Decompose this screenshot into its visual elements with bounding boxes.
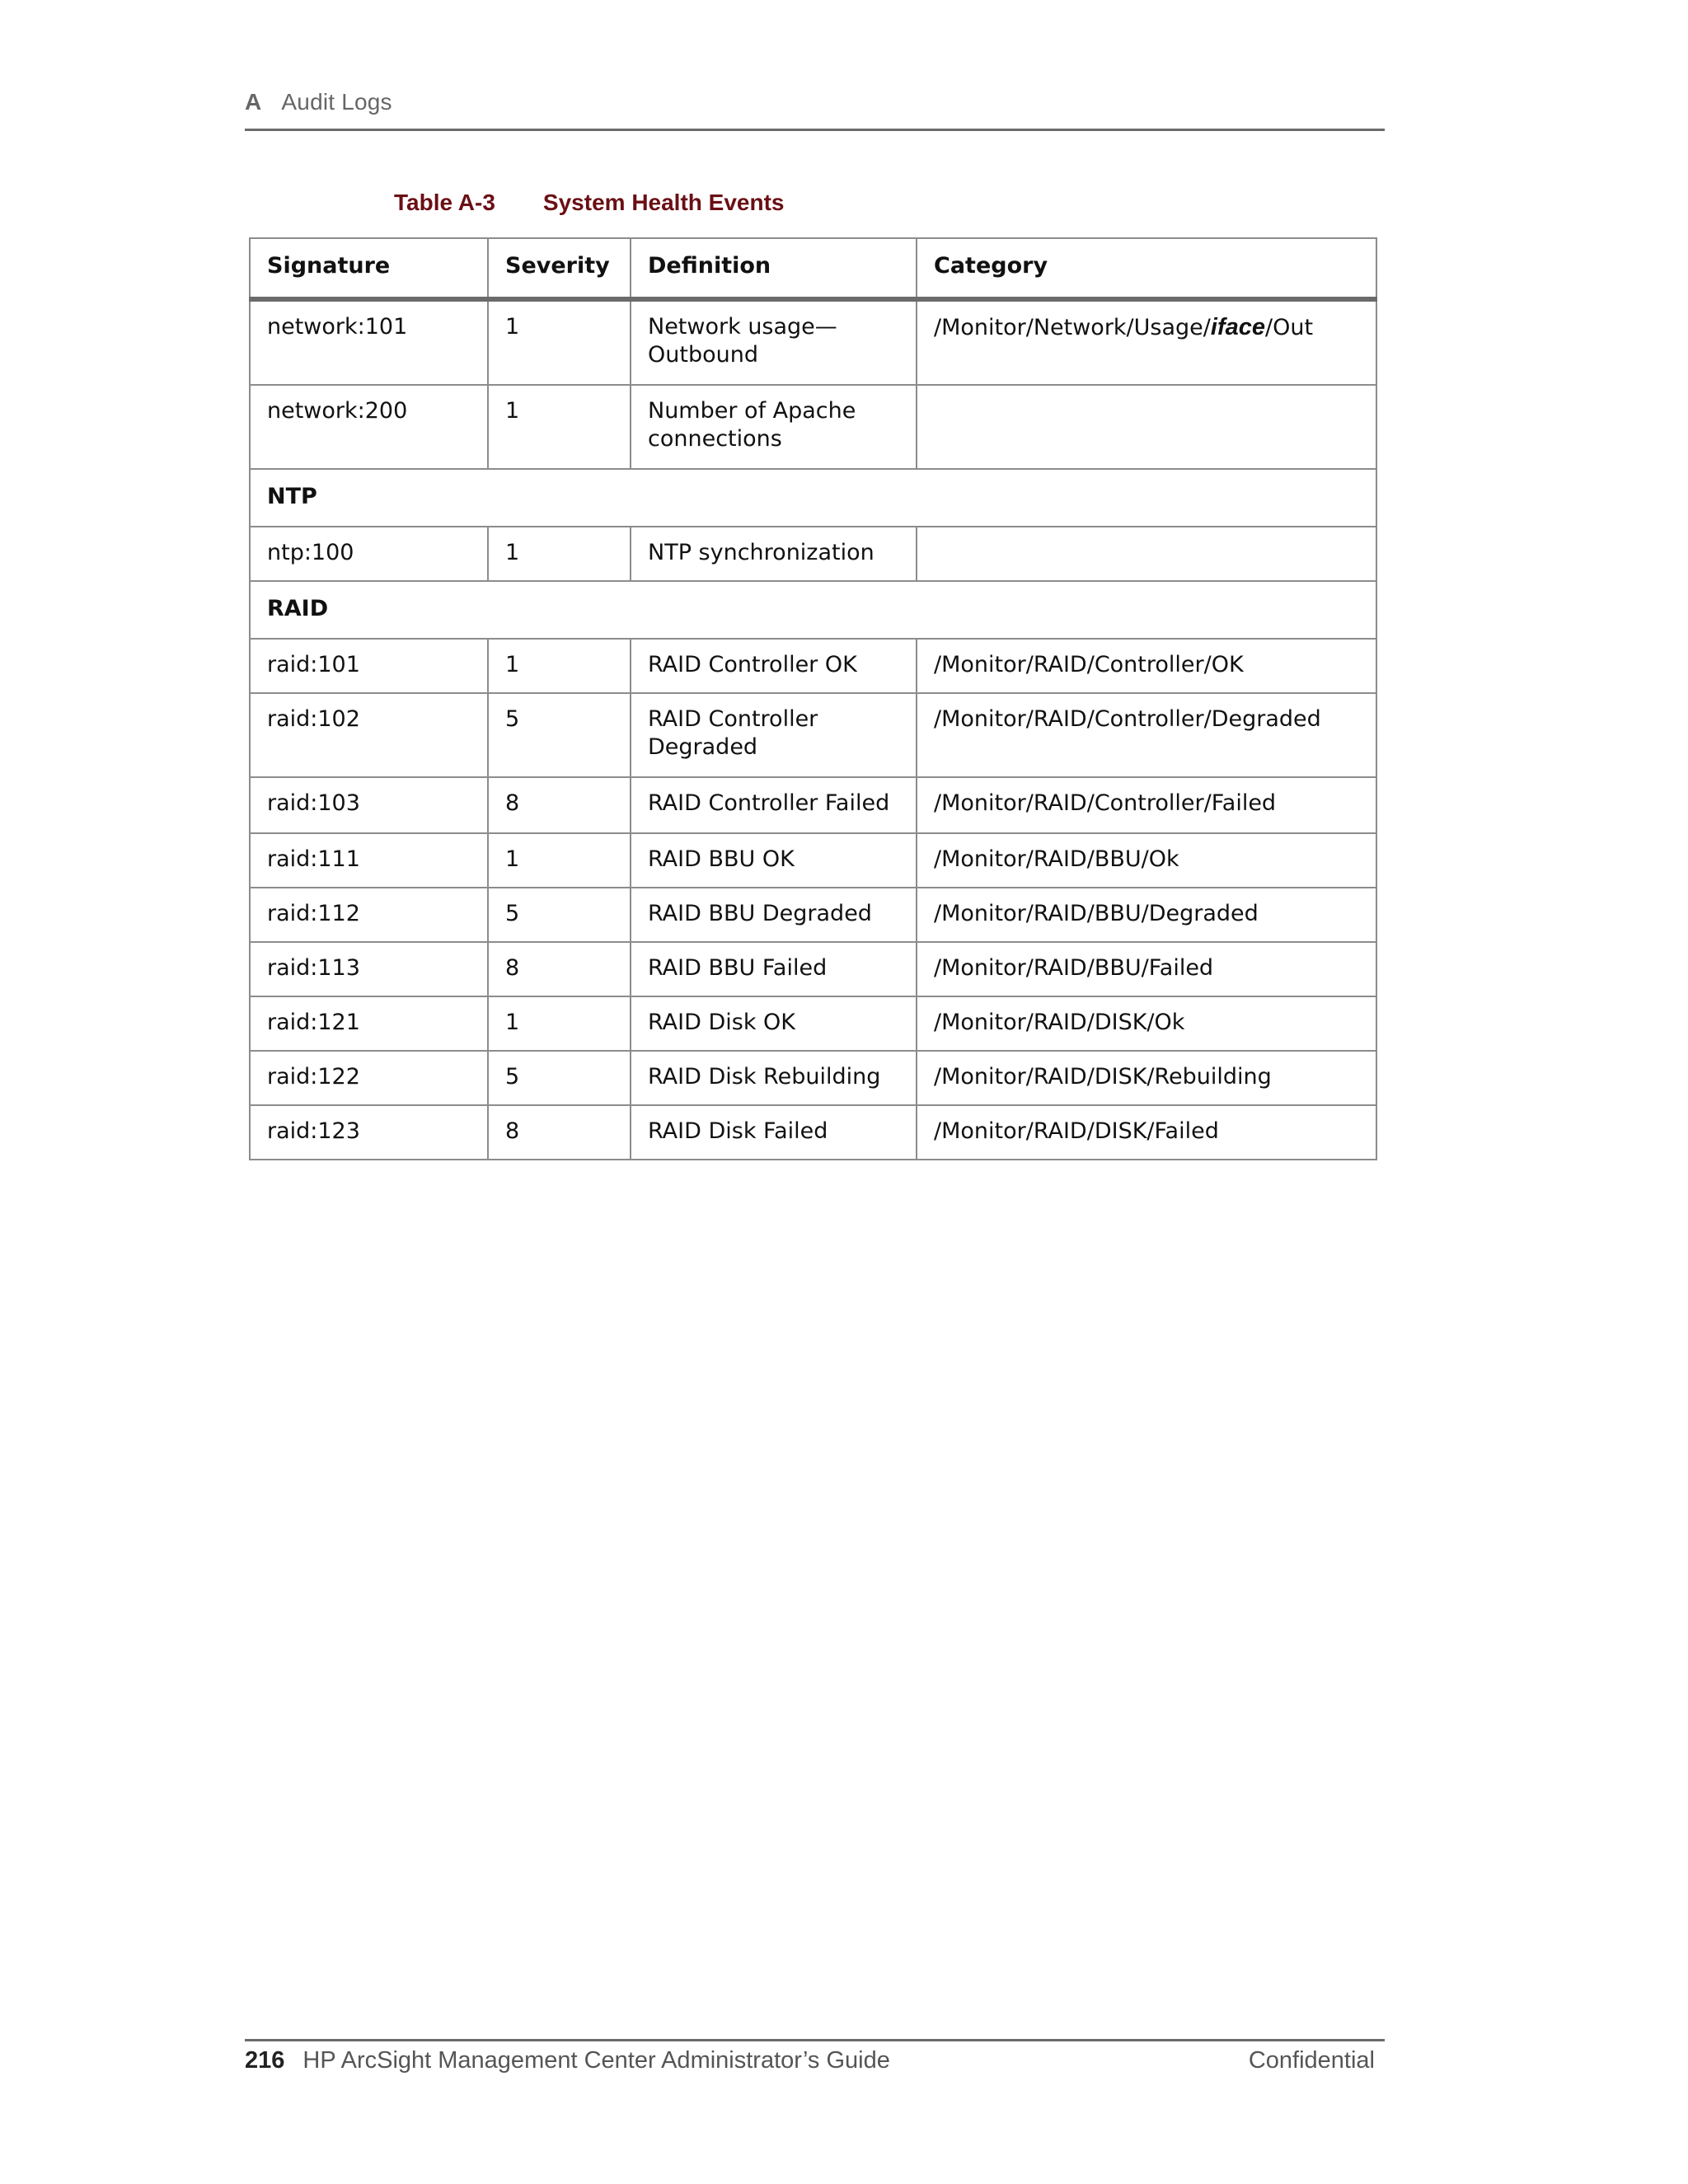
footer-rule	[245, 2039, 1385, 2041]
table-row	[250, 1105, 1376, 1160]
table-row	[250, 639, 1376, 693]
category-variable: iface	[1210, 314, 1265, 340]
signature-cell: network:200	[250, 385, 488, 469]
signature-cell: raid:103	[250, 777, 488, 833]
category-cell	[917, 527, 1376, 581]
definition-cell: RAID Disk OK	[631, 996, 917, 1051]
category-cell	[917, 833, 1376, 888]
category-cell	[917, 942, 1376, 996]
category-path: /Monitor/RAID/BBU/Degraded	[934, 901, 1259, 926]
definition-cell: Network usage—Outbound	[631, 299, 917, 385]
severity-cell: 1	[488, 639, 631, 693]
category-cell	[917, 299, 1376, 385]
table-caption-label: Table A-3	[394, 190, 495, 215]
severity-cell: 8	[488, 942, 631, 996]
table-row	[250, 527, 1376, 581]
category-path: /Monitor/RAID/Controller/Failed	[934, 790, 1277, 816]
system-health-events-table	[249, 237, 1377, 1160]
chapter-letter: A	[245, 89, 262, 115]
table-header-row	[250, 238, 1376, 299]
category-cell	[917, 1051, 1376, 1105]
severity-cell: 8	[488, 1105, 631, 1160]
definition-cell: RAID Controller Failed	[631, 777, 917, 833]
severity-cell: 5	[488, 693, 631, 777]
table-row	[250, 996, 1376, 1051]
signature-cell: raid:121	[250, 996, 488, 1051]
table-row	[250, 777, 1376, 833]
severity-cell: 1	[488, 996, 631, 1051]
definition-cell: RAID Controller OK	[631, 639, 917, 693]
signature-cell: ntp:100	[250, 527, 488, 581]
definition-cell: RAID BBU Degraded	[631, 888, 917, 942]
table-row	[250, 942, 1376, 996]
signature-cell: raid:113	[250, 942, 488, 996]
signature-cell: raid:123	[250, 1105, 488, 1160]
severity-cell: 5	[488, 888, 631, 942]
signature-cell: raid:102	[250, 693, 488, 777]
page-number: 216	[245, 2047, 285, 2074]
table-caption-title: System Health Events	[542, 190, 785, 215]
signature-cell: raid:101	[250, 639, 488, 693]
signature-cell: raid:111	[250, 833, 488, 888]
category-cell	[917, 1105, 1376, 1160]
category-path: /Monitor/RAID/BBU/Ok	[934, 846, 1179, 872]
category-cell	[917, 996, 1376, 1051]
column-header-signature: Signature	[250, 238, 488, 299]
section-header-row	[250, 581, 1376, 639]
severity-cell: 1	[488, 833, 631, 888]
category-cell	[917, 693, 1376, 777]
table-body	[250, 299, 1376, 1160]
section-label: RAID	[250, 581, 1376, 639]
category-cell	[917, 888, 1376, 942]
category-cell	[917, 777, 1376, 833]
category-path: /Monitor/RAID/DISK/Rebuilding	[934, 1064, 1272, 1090]
table-caption	[394, 190, 785, 216]
category-path: /Monitor/RAID/BBU/Failed	[934, 955, 1214, 981]
chapter-title: Audit Logs	[281, 89, 392, 115]
severity-cell: 5	[488, 1051, 631, 1105]
column-header-category: Category	[917, 238, 1376, 299]
definition-cell: RAID BBU OK	[631, 833, 917, 888]
severity-cell: 8	[488, 777, 631, 833]
category-path: /Monitor/RAID/Controller/OK	[934, 652, 1244, 677]
table-row	[250, 299, 1376, 385]
table-row	[250, 1051, 1376, 1105]
severity-cell: 1	[488, 299, 631, 385]
classification-label: Confidential	[1248, 2047, 1375, 2074]
category-cell	[917, 385, 1376, 469]
signature-cell: raid:122	[250, 1051, 488, 1105]
category-cell	[917, 639, 1376, 693]
category-path: /Monitor/RAID/DISK/Ok	[934, 1010, 1185, 1035]
category-path: /Monitor/RAID/Controller/Degraded	[934, 706, 1321, 732]
table-row	[250, 693, 1376, 777]
category-path: /Monitor/RAID/DISK/Failed	[934, 1118, 1219, 1144]
book-title: HP ArcSight Management Center Administrator’s Guide	[302, 2047, 890, 2074]
section-label: NTP	[250, 469, 1376, 527]
page-footer	[245, 2047, 1385, 2074]
category-path-suffix: /Out	[1265, 315, 1314, 340]
definition-cell: RAID BBU Failed	[631, 942, 917, 996]
category-path: /Monitor/Network/Usage/	[934, 315, 1211, 340]
column-header-definition: Definition	[631, 238, 917, 299]
definition-cell: RAID Controller Degraded	[631, 693, 917, 777]
column-header-severity: Severity	[488, 238, 631, 299]
definition-cell: NTP synchronization	[631, 527, 917, 581]
definition-cell: Number of Apache connections	[631, 385, 917, 469]
header-rule	[245, 129, 1385, 131]
severity-cell: 1	[488, 385, 631, 469]
definition-cell: RAID Disk Rebuilding	[631, 1051, 917, 1105]
section-header-row	[250, 469, 1376, 527]
severity-cell: 1	[488, 527, 631, 581]
signature-cell: raid:112	[250, 888, 488, 942]
signature-cell: network:101	[250, 299, 488, 385]
table-row	[250, 833, 1376, 888]
definition-cell: RAID Disk Failed	[631, 1105, 917, 1160]
running-header	[245, 89, 392, 115]
table-row	[250, 888, 1376, 942]
table-row	[250, 385, 1376, 469]
